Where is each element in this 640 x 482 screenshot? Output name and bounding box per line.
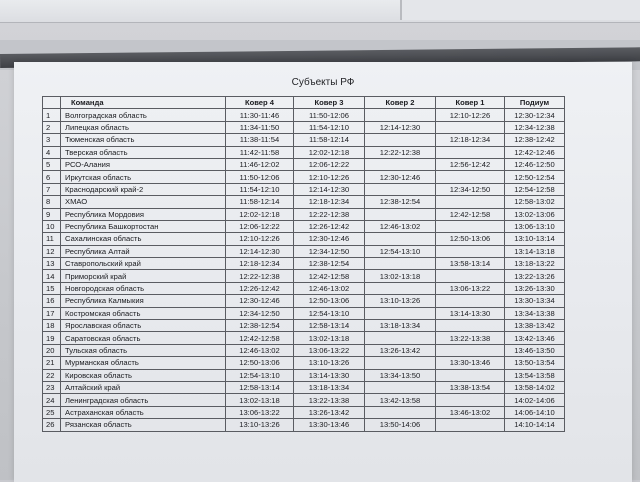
cell-mat-1 — [436, 146, 505, 158]
cell-number: 6 — [43, 171, 61, 183]
cell-mat-3: 12:02-12:18 — [294, 146, 365, 158]
cell-mat-2: 12:30-12:46 — [365, 171, 436, 183]
cell-mat-3: 13:30-13:46 — [294, 419, 365, 431]
cell-podium: 12:50-12:54 — [505, 171, 565, 183]
table-header-row — [43, 97, 565, 109]
table-row — [43, 344, 565, 356]
cell-mat-1: 13:30-13:46 — [436, 357, 505, 369]
cell-mat-1: 12:56-12:42 — [436, 158, 505, 170]
cell-number: 21 — [43, 357, 61, 369]
cell-mat-4: 12:26-12:42 — [226, 282, 294, 294]
cell-mat-3: 13:26-13:42 — [294, 406, 365, 418]
cell-mat-2: 12:54-13:10 — [365, 245, 436, 257]
table-row — [43, 332, 565, 344]
cell-mat-1 — [436, 196, 505, 208]
table-row — [43, 282, 565, 294]
cell-podium: 14:10-14:14 — [505, 419, 565, 431]
cell-mat-4: 12:50-13:06 — [226, 357, 294, 369]
cell-mat-2: 12:22-12:38 — [365, 146, 436, 158]
cell-team: Алтайский край — [61, 381, 226, 393]
table-row — [43, 109, 565, 121]
cell-team: Тульская область — [61, 344, 226, 356]
cell-podium: 12:38-12:42 — [505, 134, 565, 146]
table-row — [43, 233, 565, 245]
cell-number: 10 — [43, 220, 61, 232]
cell-mat-1: 12:18-12:34 — [436, 134, 505, 146]
cell-mat-3: 12:38-12:54 — [294, 258, 365, 270]
cell-mat-4: 12:34-12:50 — [226, 307, 294, 319]
cell-mat-4: 12:38-12:54 — [226, 320, 294, 332]
cell-mat-2 — [365, 208, 436, 220]
cell-mat-1: 13:06-13:22 — [436, 282, 505, 294]
cell-number: 13 — [43, 258, 61, 270]
cell-podium: 13:38-13:42 — [505, 320, 565, 332]
document-title: Субъекты РФ — [291, 77, 355, 88]
cell-team: Мурманская область — [61, 357, 226, 369]
cell-podium: 13:22-13:26 — [505, 270, 565, 282]
cell-team: Ставропольский край — [61, 258, 226, 270]
cell-number: 11 — [43, 233, 61, 245]
header-number — [43, 97, 61, 109]
cell-team: Ярославская область — [61, 320, 226, 332]
cell-team: Тверская область — [61, 146, 226, 158]
cell-number: 18 — [43, 320, 61, 332]
cell-mat-2: 13:42-13:58 — [365, 394, 436, 406]
table-body — [43, 109, 565, 431]
cell-team: Астраханская область — [61, 406, 226, 418]
cell-mat-2 — [365, 357, 436, 369]
table-row — [43, 196, 565, 208]
table-row — [43, 320, 565, 332]
cell-mat-1 — [436, 394, 505, 406]
cell-number: 17 — [43, 307, 61, 319]
cell-number: 23 — [43, 381, 61, 393]
cell-number: 12 — [43, 245, 61, 257]
cell-podium: 12:54-12:58 — [505, 183, 565, 195]
cell-mat-1 — [436, 121, 505, 133]
cell-mat-4: 12:18-12:34 — [226, 258, 294, 270]
table-row — [43, 381, 565, 393]
cell-mat-4: 13:06-13:22 — [226, 406, 294, 418]
cell-mat-1 — [436, 369, 505, 381]
cell-mat-1: 12:42-12:58 — [436, 208, 505, 220]
cell-number: 8 — [43, 196, 61, 208]
cell-mat-2: 13:50-14:06 — [365, 419, 436, 431]
cell-mat-2 — [365, 307, 436, 319]
cell-podium: 13:46-13:50 — [505, 344, 565, 356]
cell-mat-4: 11:50-12:06 — [226, 171, 294, 183]
cell-team: Рязанская область — [61, 419, 226, 431]
cell-mat-4: 12:22-12:38 — [226, 270, 294, 282]
cell-mat-1 — [436, 245, 505, 257]
cell-mat-2 — [365, 183, 436, 195]
cell-number: 2 — [43, 121, 61, 133]
table-row — [43, 245, 565, 257]
cell-mat-3: 12:14-12:30 — [294, 183, 365, 195]
cell-podium: 14:02-14:06 — [505, 394, 565, 406]
cell-mat-3: 12:34-12:50 — [294, 245, 365, 257]
cell-mat-2: 12:38-12:54 — [365, 196, 436, 208]
cell-mat-1: 13:14-13:30 — [436, 307, 505, 319]
cell-mat-2 — [365, 134, 436, 146]
cell-podium: 13:50-13:54 — [505, 357, 565, 369]
cell-podium: 13:42-13:46 — [505, 332, 565, 344]
cell-number: 26 — [43, 419, 61, 431]
table-row — [43, 183, 565, 195]
cell-mat-4: 12:06-12:22 — [226, 220, 294, 232]
top-paper-sheet — [0, 0, 640, 23]
cell-number: 25 — [43, 406, 61, 418]
cell-podium: 12:30-12:34 — [505, 109, 565, 121]
cell-podium: 13:30-13:34 — [505, 295, 565, 307]
cell-podium: 13:18-13:22 — [505, 258, 565, 270]
header-mat-2: Ковер 2 — [365, 97, 436, 109]
cell-team: Республика Мордовия — [61, 208, 226, 220]
cell-podium: 12:46-12:50 — [505, 158, 565, 170]
cell-mat-1: 12:10-12:26 — [436, 109, 505, 121]
cell-mat-2: 13:26-13:42 — [365, 344, 436, 356]
cell-team: Приморский край — [61, 270, 226, 282]
cell-mat-4: 11:30-11:46 — [226, 109, 294, 121]
cell-number: 20 — [43, 344, 61, 356]
cell-team: Республика Башкортостан — [61, 220, 226, 232]
table-row — [43, 258, 565, 270]
cell-mat-2: 12:46-13:02 — [365, 220, 436, 232]
header-mat-1: Ковер 1 — [436, 97, 505, 109]
cell-mat-2 — [365, 332, 436, 344]
cell-mat-4: 12:14-12:30 — [226, 245, 294, 257]
cell-number: 14 — [43, 270, 61, 282]
cell-mat-4: 11:38-11:54 — [226, 134, 294, 146]
cell-number: 15 — [43, 282, 61, 294]
table-row — [43, 295, 565, 307]
cell-mat-3: 12:42-12:58 — [294, 270, 365, 282]
cell-mat-2: 12:14-12:30 — [365, 121, 436, 133]
cell-podium: 13:02-13:06 — [505, 208, 565, 220]
cell-mat-4: 12:30-12:46 — [226, 295, 294, 307]
cell-team: Волгоградская область — [61, 109, 226, 121]
cell-mat-1 — [436, 419, 505, 431]
cell-podium: 14:06-14:10 — [505, 406, 565, 418]
table-row — [43, 307, 565, 319]
cell-mat-1 — [436, 220, 505, 232]
table-row — [43, 158, 565, 170]
cell-mat-2 — [365, 233, 436, 245]
cell-team: ХМАО — [61, 196, 226, 208]
cell-mat-2 — [365, 258, 436, 270]
cell-mat-1 — [436, 320, 505, 332]
cell-number: 16 — [43, 295, 61, 307]
cell-mat-3: 12:30-12:46 — [294, 233, 365, 245]
cell-mat-3: 12:06-12:22 — [294, 158, 365, 170]
cell-mat-1: 13:46-13:02 — [436, 406, 505, 418]
cell-mat-4: 11:34-11:50 — [226, 121, 294, 133]
cell-mat-4: 12:02-12:18 — [226, 208, 294, 220]
cell-team: Краснодарский край-2 — [61, 183, 226, 195]
cell-team: Республика Калмыкия — [61, 295, 226, 307]
cell-podium: 12:42-12:46 — [505, 146, 565, 158]
cell-number: 19 — [43, 332, 61, 344]
cell-mat-3: 12:58-13:14 — [294, 320, 365, 332]
header-mat-4: Ковер 4 — [226, 97, 294, 109]
cell-mat-2: 13:10-13:26 — [365, 295, 436, 307]
cell-team: Кировская область — [61, 369, 226, 381]
cell-team: Липецкая область — [61, 121, 226, 133]
cell-mat-4: 11:54-12:10 — [226, 183, 294, 195]
table-row — [43, 406, 565, 418]
cell-mat-3: 13:02-13:18 — [294, 332, 365, 344]
cell-podium: 13:14-13:18 — [505, 245, 565, 257]
cell-mat-4: 12:54-13:10 — [226, 369, 294, 381]
table-row — [43, 208, 565, 220]
cell-mat-1: 12:50-13:06 — [436, 233, 505, 245]
cell-number: 24 — [43, 394, 61, 406]
table-row — [43, 357, 565, 369]
cell-mat-1: 13:58-13:14 — [436, 258, 505, 270]
table-row — [43, 121, 565, 133]
cell-podium: 13:26-13:30 — [505, 282, 565, 294]
cell-mat-3: 12:18-12:34 — [294, 196, 365, 208]
cell-mat-1 — [436, 295, 505, 307]
cell-mat-1 — [436, 270, 505, 282]
cell-podium: 12:58-13:02 — [505, 196, 565, 208]
table-row — [43, 369, 565, 381]
cell-mat-4: 12:46-13:02 — [226, 344, 294, 356]
cell-mat-3: 12:46-13:02 — [294, 282, 365, 294]
cell-mat-2 — [365, 406, 436, 418]
cell-mat-3: 11:54-12:10 — [294, 121, 365, 133]
cell-mat-2 — [365, 158, 436, 170]
cell-mat-4: 13:10-13:26 — [226, 419, 294, 431]
cell-mat-3: 13:14-13:30 — [294, 369, 365, 381]
table-row — [43, 394, 565, 406]
top-paper-fold — [400, 0, 640, 20]
table-row — [43, 220, 565, 232]
cell-mat-3: 11:58-12:14 — [294, 134, 365, 146]
cell-mat-4: 12:58-13:14 — [226, 381, 294, 393]
cell-podium: 12:34-12:38 — [505, 121, 565, 133]
table-row — [43, 146, 565, 158]
cell-mat-2: 13:18-13:34 — [365, 320, 436, 332]
cell-mat-3: 12:54-13:10 — [294, 307, 365, 319]
cell-team: Республика Алтай — [61, 245, 226, 257]
cell-mat-4: 12:10-12:26 — [226, 233, 294, 245]
schedule-table — [42, 96, 565, 432]
cell-mat-1: 13:38-13:54 — [436, 381, 505, 393]
cell-mat-3: 13:06-13:22 — [294, 344, 365, 356]
cell-podium: 13:54-13:58 — [505, 369, 565, 381]
cell-mat-1 — [436, 171, 505, 183]
cell-mat-4: 13:02-13:18 — [226, 394, 294, 406]
table-row — [43, 134, 565, 146]
header-team: Команда — [61, 97, 226, 109]
cell-team: Иркутская область — [61, 171, 226, 183]
cell-number: 4 — [43, 146, 61, 158]
cell-number: 3 — [43, 134, 61, 146]
table-row — [43, 270, 565, 282]
cell-podium: 13:58-14:02 — [505, 381, 565, 393]
cell-mat-4: 11:42-11:58 — [226, 146, 294, 158]
cell-number: 1 — [43, 109, 61, 121]
cell-mat-3: 13:10-13:26 — [294, 357, 365, 369]
cell-podium: 13:06-13:10 — [505, 220, 565, 232]
header-mat-3: Ковер 3 — [294, 97, 365, 109]
table-row — [43, 419, 565, 431]
cell-mat-3: 13:18-13:34 — [294, 381, 365, 393]
cell-number: 5 — [43, 158, 61, 170]
cell-mat-3: 13:22-13:38 — [294, 394, 365, 406]
cell-mat-3: 12:26-12:42 — [294, 220, 365, 232]
cell-mat-4: 11:46-12:02 — [226, 158, 294, 170]
cell-mat-2 — [365, 109, 436, 121]
cell-number: 7 — [43, 183, 61, 195]
cell-podium: 13:34-13:38 — [505, 307, 565, 319]
cell-mat-2: 13:02-13:18 — [365, 270, 436, 282]
cell-mat-3: 12:50-13:06 — [294, 295, 365, 307]
cell-team: Саратовская область — [61, 332, 226, 344]
cell-mat-3: 11:50-12:06 — [294, 109, 365, 121]
cell-mat-1: 12:34-12:50 — [436, 183, 505, 195]
cell-mat-4: 11:58-12:14 — [226, 196, 294, 208]
cell-mat-2 — [365, 381, 436, 393]
table-row — [43, 171, 565, 183]
cell-mat-2: 13:34-13:50 — [365, 369, 436, 381]
cell-number: 9 — [43, 208, 61, 220]
cell-team: РСО-Алания — [61, 158, 226, 170]
cell-mat-1 — [436, 344, 505, 356]
cell-podium: 13:10-13:14 — [505, 233, 565, 245]
cell-team: Сахалинская область — [61, 233, 226, 245]
cell-mat-2 — [365, 282, 436, 294]
cell-mat-3: 12:10-12:26 — [294, 171, 365, 183]
cell-mat-3: 12:22-12:38 — [294, 208, 365, 220]
cell-team: Новгородская область — [61, 282, 226, 294]
cell-team: Костромская область — [61, 307, 226, 319]
cell-team: Ленинградская область — [61, 394, 226, 406]
header-podium: Подиум — [505, 97, 565, 109]
cell-mat-1: 13:22-13:38 — [436, 332, 505, 344]
cell-mat-4: 12:42-12:58 — [226, 332, 294, 344]
cell-number: 22 — [43, 369, 61, 381]
cell-team: Тюменская область — [61, 134, 226, 146]
schedule-sheet — [14, 62, 632, 482]
